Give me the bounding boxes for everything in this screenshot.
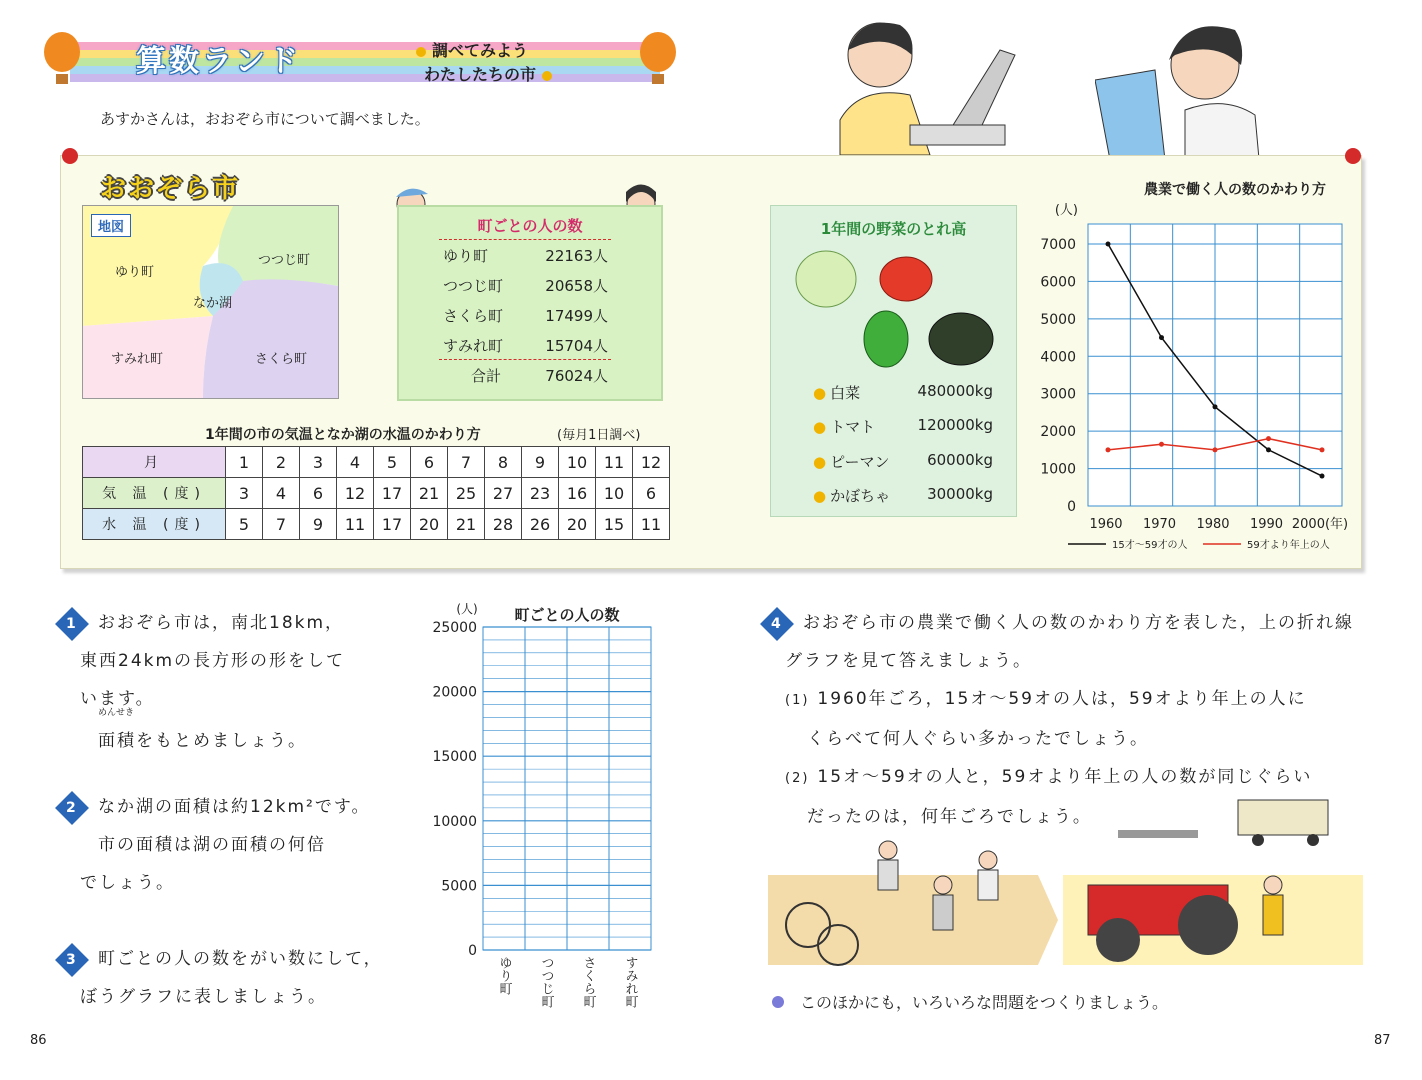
temperature-table <box>82 446 670 540</box>
map-label: 地図 <box>91 214 131 237</box>
y-tick-label: 0 <box>468 943 477 959</box>
y-axis-label: (人) <box>1054 203 1078 218</box>
y-tick-label: 5000 <box>1040 311 1076 328</box>
data-point <box>1266 436 1271 441</box>
vegetable-scroll <box>770 205 1017 517</box>
subtitle-1-text: 調べてみよう <box>432 41 529 60</box>
map-area-sumire: すみれ町 <box>111 352 164 367</box>
vegetable-name: トマト <box>830 418 876 436</box>
question-2 <box>60 788 380 902</box>
table-cell: 10 <box>596 478 633 509</box>
question-number-badge <box>55 943 89 977</box>
question-number-badge <box>55 607 89 641</box>
y-tick-label: 5000 <box>441 878 477 895</box>
sub-question-1 <box>765 680 1385 720</box>
x-tick-label: 1980 <box>1196 517 1230 532</box>
farmer-icon <box>878 841 898 890</box>
dot-icon <box>416 47 426 57</box>
question-number: 4 <box>771 616 783 632</box>
town-name: つつじ町 <box>443 277 504 295</box>
y-tick-label: 4000 <box>1040 349 1076 366</box>
table-cell: 8 <box>485 447 522 478</box>
vegetable-title: 1年間の野菜のとれ高 <box>820 220 967 238</box>
bullet-icon <box>772 996 784 1008</box>
town-count: 17499人 <box>545 307 608 325</box>
question-text: おおぞら市の農業で働く人の数のかわり方を表した，上の折れ線 <box>803 613 1354 633</box>
table-cell: 10 <box>559 447 596 478</box>
y-tick-label: 25000 <box>432 620 477 636</box>
table-cell: 16 <box>559 478 596 509</box>
question-number: 2 <box>66 800 78 816</box>
data-point <box>1320 447 1325 452</box>
temperature-table-title: 1年間の市の気温となか湖の水温のかわり方 <box>205 427 481 443</box>
population-title: 町ごとの人の数 <box>477 217 583 235</box>
girl-book-illustration <box>1095 10 1335 170</box>
y-tick-label: 20000 <box>432 684 477 701</box>
population-row <box>443 275 608 296</box>
y-tick-label: 3000 <box>1040 386 1076 403</box>
map-area-yuri: ゆり町 <box>115 265 155 280</box>
x-tick-label: 2000(年) <box>1291 517 1349 532</box>
table-cell: 4 <box>263 478 300 509</box>
table-cell: 15 <box>596 509 633 540</box>
total-label: 合計 <box>471 367 502 385</box>
question-number-badge <box>55 791 89 825</box>
question-text: 面積をもとめましょう。 <box>98 731 307 751</box>
x-tick-label: 1970 <box>1142 517 1177 532</box>
vegetable-row <box>813 416 993 437</box>
farming-illustration <box>768 795 1363 970</box>
chart-title: 町ごとの人の数 <box>514 606 620 624</box>
table-cell: 23 <box>522 478 559 509</box>
town-name: さくら町 <box>443 307 504 325</box>
population-total-row <box>471 365 608 386</box>
table-cell: 6 <box>300 478 337 509</box>
subtitle-2 <box>424 62 558 85</box>
sub-question-text: 15オ～59オの人と，59オより年上の人の数が同じぐらい <box>817 767 1313 787</box>
y-tick-label: 7000 <box>1040 237 1076 253</box>
vegetable-row <box>813 382 993 403</box>
population-bar-chart-blank <box>415 600 665 1015</box>
question-text: でしょう。 <box>80 873 175 893</box>
bullet-icon: ● <box>813 487 827 505</box>
table-header-cell: 気 温 (度) <box>83 478 226 509</box>
subtitle-1 <box>410 38 528 61</box>
city-map <box>82 205 339 399</box>
table-cell: 26 <box>522 509 559 540</box>
table-row <box>83 447 670 478</box>
farmer-icon <box>978 851 998 900</box>
table-row <box>83 509 670 540</box>
town-name: すみれ町 <box>443 337 504 355</box>
town-count: 22163人 <box>545 247 608 265</box>
bullet-icon: ● <box>813 453 827 471</box>
map-area-lake: なか湖 <box>193 296 233 311</box>
table-cell: 2 <box>263 447 300 478</box>
farmer-icon <box>1263 876 1283 935</box>
sub-question-2 <box>765 758 1385 798</box>
y-tick-label: 6000 <box>1040 274 1076 291</box>
x-tick-label: つつじ町 <box>538 956 554 1008</box>
table-cell: 11 <box>337 509 374 540</box>
divider <box>439 359 611 360</box>
vegetable-name: かぼちゃ <box>830 487 891 505</box>
town-count: 15704人 <box>545 337 608 355</box>
pin-icon <box>1345 148 1361 164</box>
population-row <box>443 335 608 356</box>
table-cell: 3 <box>226 478 263 509</box>
table-cell: 17 <box>374 509 411 540</box>
y-tick-label: 10000 <box>432 813 477 830</box>
ruby-text: めんせき <box>98 708 135 718</box>
town-name: ゆり町 <box>443 247 489 265</box>
question-text: 東西24kmの長方形の形をして <box>80 651 346 671</box>
question-text-ruby <box>60 708 360 760</box>
pin-icon <box>62 148 78 164</box>
table-cell: 7 <box>448 447 485 478</box>
population-box <box>397 205 663 401</box>
vegetable-amount: 60000kg <box>927 451 993 469</box>
vegetable-name: 白菜 <box>830 384 861 402</box>
page-title: 算数ランド <box>136 44 301 79</box>
x-tick-label: さくら町 <box>580 956 596 1008</box>
table-header-cell: 月 <box>83 447 226 478</box>
y-axis-label: (人) <box>456 602 478 616</box>
subtitle-2-text: わたしたちの市 <box>424 65 537 84</box>
x-tick-label: 1990 <box>1249 517 1284 532</box>
bullet-icon: ● <box>813 384 827 402</box>
x-tick-label: すみれ町 <box>622 956 638 1008</box>
table-cell: 6 <box>411 447 448 478</box>
vegetable-row <box>813 451 993 472</box>
x-tick-label: 1960 <box>1089 517 1123 532</box>
question-text: おおぞら市は，南北18km， <box>98 613 345 633</box>
legend-label: 15才～59才の人 <box>1112 540 1188 550</box>
table-row <box>83 478 670 509</box>
table-cell: 5 <box>226 509 263 540</box>
population-row <box>443 245 608 266</box>
dot-icon <box>542 71 552 81</box>
data-point <box>1213 404 1218 409</box>
vegetable-row <box>813 485 993 506</box>
table-cell: 27 <box>485 478 522 509</box>
city-name: おおぞら市 <box>100 174 241 204</box>
vegetable-amount: 30000kg <box>927 485 993 503</box>
table-cell: 17 <box>374 478 411 509</box>
legend-label: 59才より年上の人 <box>1247 540 1330 550</box>
sub-question-text: だったのは，何年ごろでしょう。 <box>807 807 1092 827</box>
vegetable-name: ピーマン <box>830 453 890 471</box>
question-number: 3 <box>66 952 78 968</box>
cabbage-icon <box>796 251 856 307</box>
table-cell: 9 <box>522 447 559 478</box>
vegetable-amount: 120000kg <box>917 416 993 434</box>
sub-question-text: くらべて何人ぐらい多かったでしょう。 <box>807 729 1149 749</box>
closing-text: このほかにも，いろいろな問題をつくりましょう。 <box>800 993 1169 1012</box>
table-cell: 20 <box>559 509 596 540</box>
table-cell: 21 <box>448 509 485 540</box>
question-text: 市の面積は湖の面積の何倍 <box>98 835 326 855</box>
table-cell: 1 <box>226 447 263 478</box>
table-cell: 4 <box>337 447 374 478</box>
table-cell: 25 <box>448 478 485 509</box>
y-tick-label: 2000 <box>1040 424 1076 441</box>
table-cell: 6 <box>633 478 670 509</box>
truck-icon <box>1238 800 1328 846</box>
table-cell: 12 <box>633 447 670 478</box>
question-1-line <box>60 604 360 642</box>
table-cell: 9 <box>300 509 337 540</box>
divider <box>439 239 611 240</box>
intro-text: あすかさんは，おおぞら市について調べました。 <box>100 110 430 128</box>
tomato-icon <box>880 257 932 301</box>
table-header-cell: 水 温 (度) <box>83 509 226 540</box>
question-text: います。 <box>80 689 155 709</box>
table-cell: 28 <box>485 509 522 540</box>
farm-workers-line-chart <box>1040 180 1350 550</box>
question-text: ぼうグラフに表しましょう。 <box>80 987 327 1007</box>
data-point <box>1159 335 1164 340</box>
y-tick-label: 1000 <box>1040 461 1076 478</box>
question-text: なか湖の面積は約12km²です。 <box>98 797 371 817</box>
vegetable-pictures <box>791 244 1001 374</box>
question-number-badge <box>760 607 794 641</box>
y-tick-label: 0 <box>1067 499 1076 515</box>
page-number-right: 87 <box>1374 1033 1391 1048</box>
data-point <box>1106 242 1111 247</box>
girl-laptop-illustration <box>800 10 1040 155</box>
question-text: グラフを見て答えましょう。 <box>785 651 1032 671</box>
map-area-sakura: さくら町 <box>255 352 308 367</box>
page-number-left: 86 <box>30 1033 47 1048</box>
table-cell: 20 <box>411 509 448 540</box>
table-cell: 11 <box>596 447 633 478</box>
data-point <box>1266 447 1271 452</box>
data-point <box>1213 447 1218 452</box>
table-cell: 3 <box>300 447 337 478</box>
table-cell: 11 <box>633 509 670 540</box>
closing-note <box>772 990 1168 1013</box>
table-cell: 12 <box>337 478 374 509</box>
sub-question-number: (1) <box>785 693 810 708</box>
sub-question-number: (2) <box>785 771 810 786</box>
table-cell: 21 <box>411 478 448 509</box>
question-1 <box>60 604 360 760</box>
question-3 <box>60 940 390 1016</box>
table-cell: 5 <box>374 447 411 478</box>
town-count: 20658人 <box>545 277 608 295</box>
pumpkin-icon <box>929 313 993 365</box>
farmer-icon <box>933 876 953 930</box>
sub-question-text: 1960年ごろ，15オ～59オの人は，59オより年上の人に <box>817 689 1307 709</box>
temperature-table-note: (毎月1日調べ) <box>557 428 641 443</box>
x-tick-label: ゆり町 <box>496 956 512 995</box>
question-number: 1 <box>66 616 78 632</box>
map-area-tsutsuji: つつじ町 <box>258 253 311 268</box>
vegetable-amount: 480000kg <box>917 382 993 400</box>
population-row <box>443 305 608 326</box>
bullet-icon: ● <box>813 418 827 436</box>
table-cell: 7 <box>263 509 300 540</box>
question-text: 町ごとの人の数をがい数にして， <box>98 949 383 969</box>
total-count: 76024人 <box>545 367 608 385</box>
data-point <box>1159 442 1164 447</box>
data-point <box>1106 447 1111 452</box>
pepper-icon <box>864 311 908 367</box>
y-tick-label: 15000 <box>432 749 477 766</box>
data-point <box>1320 474 1325 479</box>
chart-title: 農業で働く人の数のかわり方 <box>1144 182 1326 198</box>
